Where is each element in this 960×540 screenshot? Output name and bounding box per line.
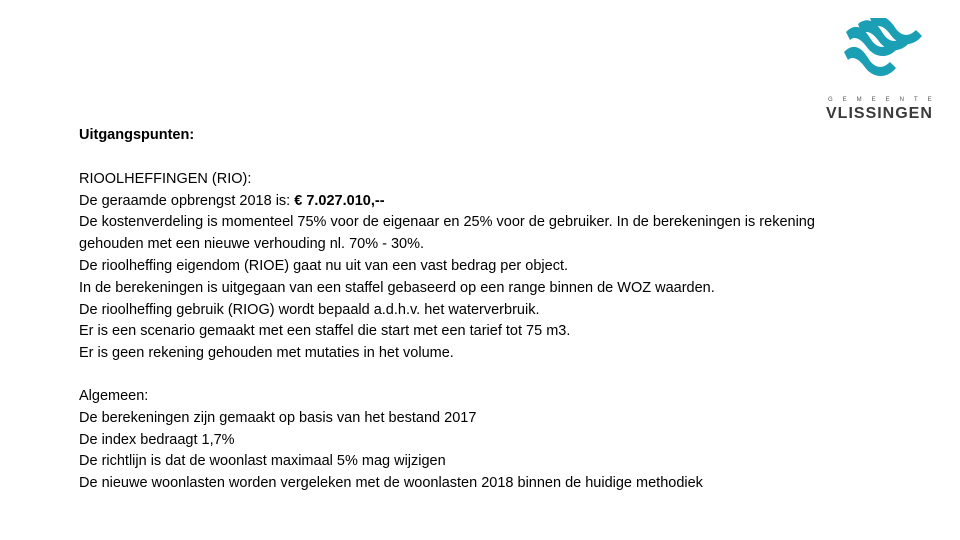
waves-logo-icon (840, 18, 924, 80)
rio-line: Er is een scenario gemaakt met een staffel die start met een tarief tot 75 m3. (79, 323, 571, 340)
intro-heading: Uitgangspunten: (79, 127, 195, 143)
rio-line: gehouden met een nieuwe verhouding nl. 70% - 30%. (79, 236, 425, 253)
spacer (79, 365, 939, 386)
logo-title: VLISSINGEN (826, 105, 933, 122)
rio-line: De rioolheffing gebruik (RIOG) wordt bepaald a.d.h.v. het waterverbruik. (79, 301, 540, 318)
rio-line: In de berekeningen is uitgegaan van een staffel gebaseerd op een range binnen de WOZ waarden. (79, 279, 715, 296)
rio-revenue-prefix: De geraamde opbrengst 2018 is: (79, 192, 295, 209)
document-body (79, 125, 939, 495)
general-heading: Algemeen: (79, 387, 149, 404)
rio-line: Er is geen rekening gehouden met mutaties in het volume. (79, 345, 454, 362)
general-line: De richtlijn is dat de woonlast maximaal 5% mag wijzigen (79, 453, 446, 470)
rio-heading: RIOOLHEFFINGEN (RIO): (79, 170, 252, 187)
general-line: De nieuwe woonlasten worden vergeleken met de woonlasten 2018 binnen de huidige methodiek (79, 475, 703, 492)
logo-subtitle: GEMEENTE (828, 97, 942, 103)
rio-line: De kostenverdeling is momenteel 75% voor de eigenaar en 25% voor de gebruiker. In de berekeningen is rekening (79, 214, 815, 231)
general-line: De index bedraagt 1,7% (79, 431, 235, 448)
municipality-logo (818, 18, 946, 122)
rio-revenue-line (79, 191, 939, 213)
spacer (79, 147, 939, 169)
general-line: De berekeningen zijn gemaakt op basis van het bestand 2017 (79, 409, 477, 426)
rio-line: De rioolheffing eigendom (RIOE) gaat nu uit van een vast bedrag per object. (79, 257, 568, 274)
rio-revenue-value: € 7.027.010,-- (294, 192, 385, 209)
